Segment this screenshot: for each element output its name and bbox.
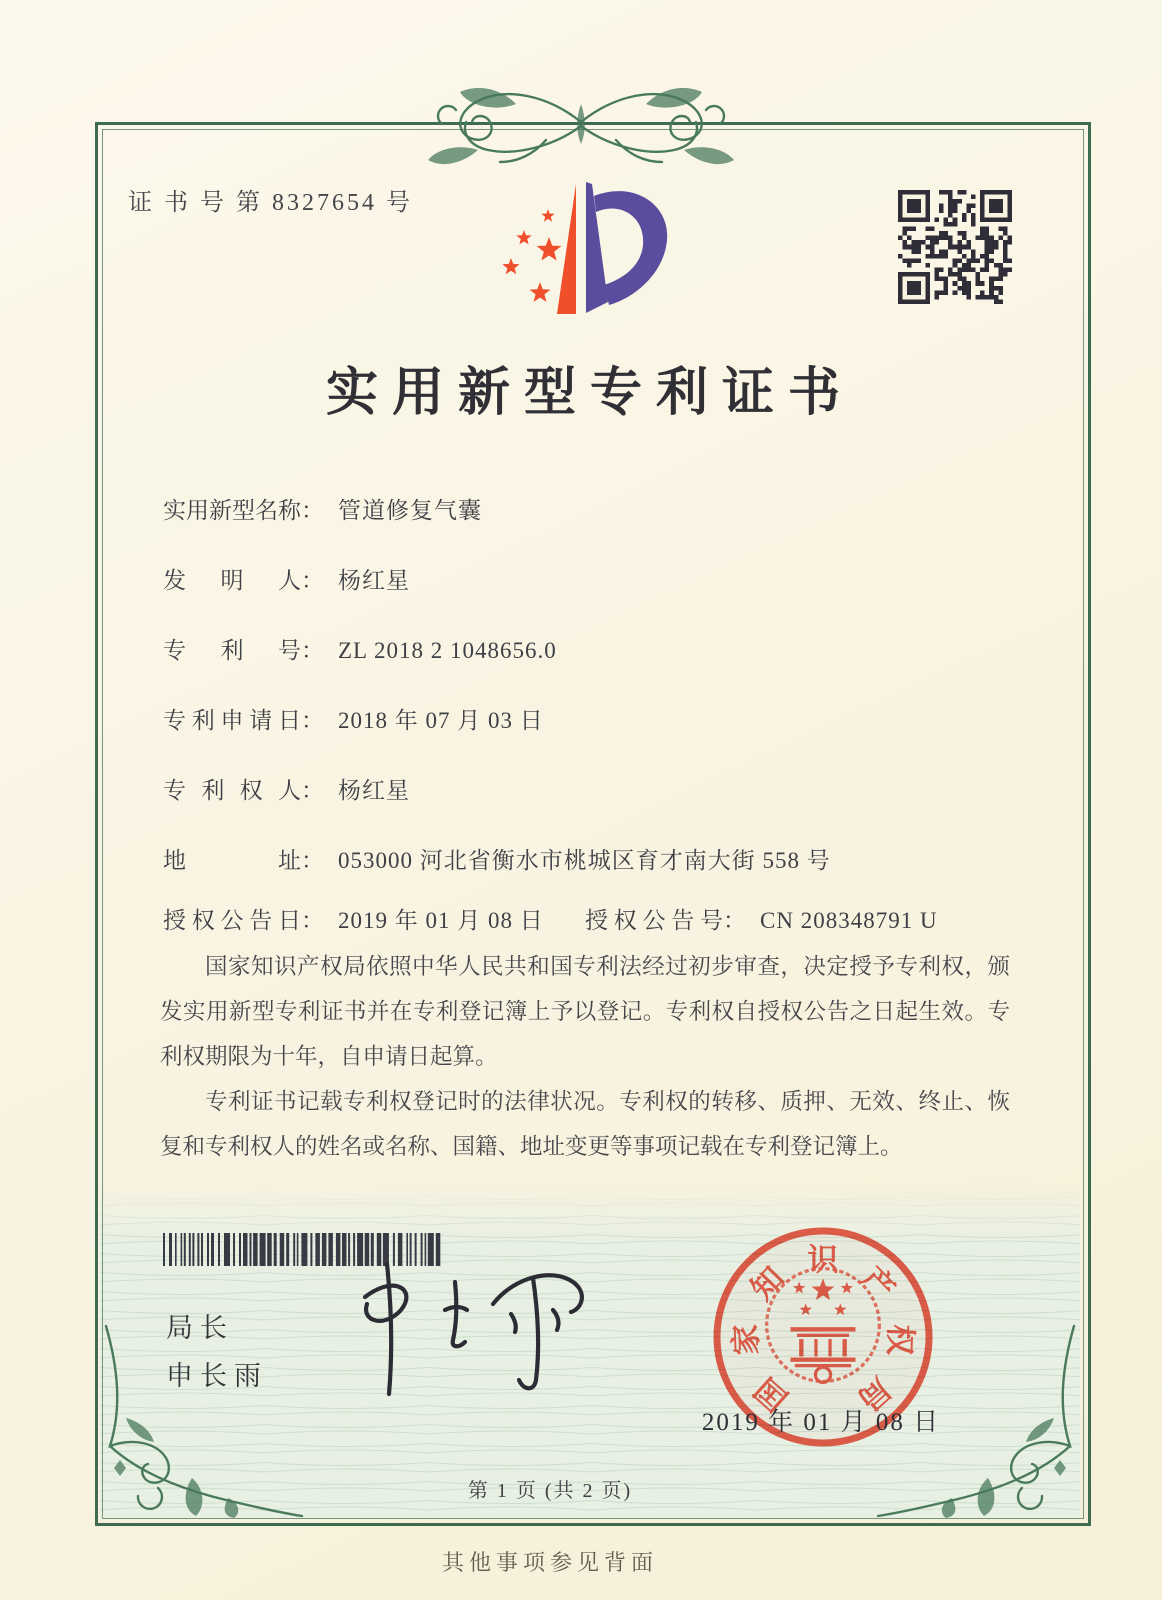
- field-patentee: [163, 772, 410, 805]
- page-number: 第 1 页 (共 2 页): [467, 1480, 633, 1502]
- logo-p-bowl: [594, 191, 667, 305]
- seal-ring-char: 家: [728, 1323, 765, 1356]
- seal-ring-char: 知: [744, 1260, 791, 1307]
- field-filing-date: [163, 702, 544, 735]
- cnipa-logo-icon: [478, 166, 683, 324]
- field-label: 实用新型名称: [163, 498, 301, 523]
- field-colon: ：: [301, 708, 324, 733]
- seal-ring-char: 识: [807, 1242, 839, 1278]
- seal-ring-char: 产: [855, 1260, 902, 1307]
- legal-paragraph-1: 国家知识产权局依照中华人民共和国专利法经过初步审查，决定授予专利权，颁发实用新型专利证书并在专利登记簿上予以登记。专利权自授权公告之日起生效。专利权期限为十年，自申请日起算。: [160, 954, 1010, 1069]
- field-label: 授权公告号: [585, 908, 723, 933]
- certificate-number: 证 书 号 第 8327654 号: [128, 190, 413, 216]
- field-grant-date: [163, 902, 544, 935]
- seal-ring-char: 权: [881, 1323, 918, 1356]
- field-address: [163, 842, 831, 875]
- field-label: 地址: [163, 848, 301, 873]
- field-colon: ：: [301, 638, 324, 663]
- logo-stars: [502, 209, 561, 302]
- field-label: 专利权人: [163, 778, 301, 803]
- field-value: CN 208348791 U: [760, 908, 938, 933]
- signer-title: 局长: [166, 1313, 234, 1343]
- field-inventor: [163, 562, 410, 595]
- field-utility-model-name: [163, 492, 482, 525]
- field-colon: ：: [301, 778, 324, 803]
- field-colon: ：: [301, 908, 324, 933]
- field-patent-number: [163, 632, 557, 665]
- signer-name: 申长雨: [166, 1361, 268, 1391]
- certificate-title: 实用新型专利证书: [325, 365, 854, 422]
- field-label: 专利号: [163, 638, 301, 663]
- field-value: 053000 河北省衡水市桃城区育才南大街 558 号: [338, 848, 831, 873]
- field-colon: ：: [723, 908, 746, 933]
- back-side-note: 其他事项参见背面: [441, 1550, 658, 1575]
- field-colon: ：: [301, 498, 324, 523]
- field-value: 杨红星: [338, 568, 410, 593]
- logo-cone: [557, 184, 576, 314]
- field-label: 专利申请日: [163, 708, 301, 733]
- qr-code-icon: [898, 190, 1012, 304]
- field-value: ZL 2018 2 1048656.0: [338, 638, 557, 663]
- seal-ring-char: 局: [851, 1370, 898, 1418]
- field-label: 授权公告日: [163, 908, 301, 933]
- seal-ring-char: 国: [748, 1370, 795, 1418]
- field-colon: ：: [301, 568, 324, 593]
- field-value: 2019 年 01 月 08 日: [338, 908, 544, 933]
- field-colon: ：: [301, 848, 324, 873]
- legal-text: [160, 944, 1010, 1169]
- handwritten-signature-icon: [325, 1252, 595, 1404]
- field-label: 发明人: [163, 568, 301, 593]
- seal-date: 2019 年 01 月 08 日: [701, 1409, 941, 1436]
- field-grant-number: [585, 902, 938, 935]
- field-value: 2018 年 07 月 03 日: [338, 708, 544, 733]
- field-value: 管道修复气囊: [338, 498, 482, 523]
- field-value: 杨红星: [338, 778, 410, 803]
- legal-paragraph-2: 专利证书记载专利权登记时的法律状况。专利权的转移、质押、无效、终止、恢复和专利权人的姓名或名称、国籍、地址变更等事项记载在专利登记簿上。: [160, 1089, 1010, 1159]
- national-emblem-icon: [758, 1260, 888, 1390]
